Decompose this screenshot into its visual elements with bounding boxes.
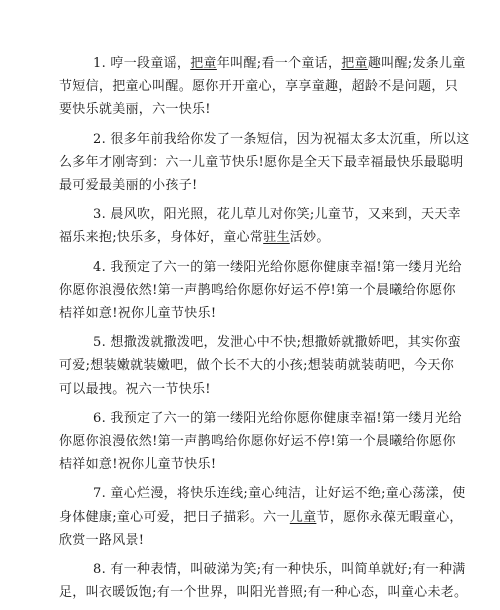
paragraph-line xyxy=(59,558,466,581)
text-run: 欣赏一路风景! xyxy=(59,532,145,548)
text-run: 桔祥如意!祝你儿童节快乐! xyxy=(59,306,217,322)
paragraph-line xyxy=(59,75,459,98)
text-run: 桔祥如意!祝你儿童节快乐! xyxy=(59,457,217,473)
paragraph-line xyxy=(59,407,462,430)
paragraph-3 xyxy=(59,203,461,249)
text-run: 福乐来抱;快乐多，身体好，童心常 xyxy=(59,230,264,246)
text-run: 年叫醒;看一个童话， xyxy=(216,56,342,71)
paragraph-line xyxy=(59,581,468,604)
paragraph-line xyxy=(59,52,466,75)
paragraph-line xyxy=(59,98,447,121)
underlined-text: 把童 xyxy=(190,56,217,71)
paragraph-line xyxy=(59,279,456,302)
underlined-text: 儿童 xyxy=(289,509,317,525)
paragraph-5 xyxy=(59,331,461,401)
text-run: 最可爱最美丽的小孩子! xyxy=(59,178,198,194)
text-run: 你愿你浪漫依然!第一声鹊鸣给你愿你好运不停!第一个晨曦给你愿你 xyxy=(59,282,456,298)
text-run: 8. 有一种表情，叫破涕为笑;有一种快乐，叫简单就好;有一种满 xyxy=(93,562,466,578)
paragraph-line xyxy=(59,203,461,226)
text-run: 1. 哼一段童谣， xyxy=(93,56,191,71)
paragraph-line xyxy=(59,506,463,529)
text-run: 身体健康;童心可爱，把日子描彩。六一 xyxy=(59,509,290,525)
paragraph-line xyxy=(59,354,455,377)
text-run: 2. 很多年前我给你发了一条短信，因为祝福太多太沉重，所以这 xyxy=(93,131,470,147)
paragraph-line xyxy=(59,256,462,279)
paragraph-line xyxy=(59,430,456,453)
paragraph-7 xyxy=(59,482,466,552)
text-run: 么多年才刚寄到：六一儿童节快乐!愿你是全天下最幸福最快乐最聪明 xyxy=(59,154,464,170)
paragraph-line xyxy=(59,128,470,151)
paragraph-8 xyxy=(59,558,468,604)
paragraph-line xyxy=(59,529,447,552)
text-run: 可爱;想装嫩就装嫩吧，做个长不大的小孩;想装萌就装萌吧，今天你 xyxy=(59,358,455,374)
text-run: 6. 我预定了六一的第一缕阳光给你愿你健康幸福!第一缕月光给 xyxy=(93,410,462,426)
paragraph-line xyxy=(59,226,447,249)
text-run: 趣叫醒;发条儿童 xyxy=(367,56,466,71)
paragraph-line xyxy=(59,482,466,505)
underlined-text: 驻生 xyxy=(263,230,290,246)
paragraph-4 xyxy=(59,256,462,326)
text-run: 活妙。 xyxy=(289,230,330,246)
paragraph-line xyxy=(59,174,447,197)
text-run: 你愿你浪漫依然!第一声鹊鸣给你愿你好运不停!第一个晨曦给你愿你 xyxy=(59,434,456,450)
text-run: 节短信，把童心叫醒。愿你开开童心，享享童趣，超龄不是问题，只 xyxy=(59,79,459,95)
paragraph-1 xyxy=(59,52,466,122)
text-run: 要快乐就美丽，六一快乐! xyxy=(59,102,211,118)
text-run: 4. 我预定了六一的第一缕阳光给你愿你健康幸福!第一缕月光给 xyxy=(93,259,462,275)
underlined-text: 把童 xyxy=(341,56,368,71)
paragraph-line xyxy=(59,151,464,174)
text-run: 节，愿你永葆无暇童心， xyxy=(316,509,463,525)
document-body xyxy=(59,52,470,610)
paragraph-line xyxy=(59,302,447,325)
text-run: 足，叫衣暖饭饱;有一个世界，叫阳光普照;有一种心态，叫童心未老。 xyxy=(59,585,468,601)
text-run: 可以最拽。祝六一节快乐! xyxy=(59,381,211,397)
paragraph-line xyxy=(59,453,447,476)
paragraph-2 xyxy=(59,128,470,198)
paragraph-line xyxy=(59,378,447,401)
text-run: 3. 晨风吹，阳光照，花儿草儿对你笑;儿童节，又来到，天天幸 xyxy=(93,207,461,223)
text-run: 5. 想撒泼就撒泼吧，发泄心中不快;想撒娇就撒娇吧，其实你蛮 xyxy=(93,335,461,351)
paragraph-6 xyxy=(59,407,462,477)
text-run: 7. 童心烂漫，将快乐连线;童心纯洁，让好运不绝;童心荡漾，使 xyxy=(93,486,466,502)
paragraph-line xyxy=(59,331,461,354)
